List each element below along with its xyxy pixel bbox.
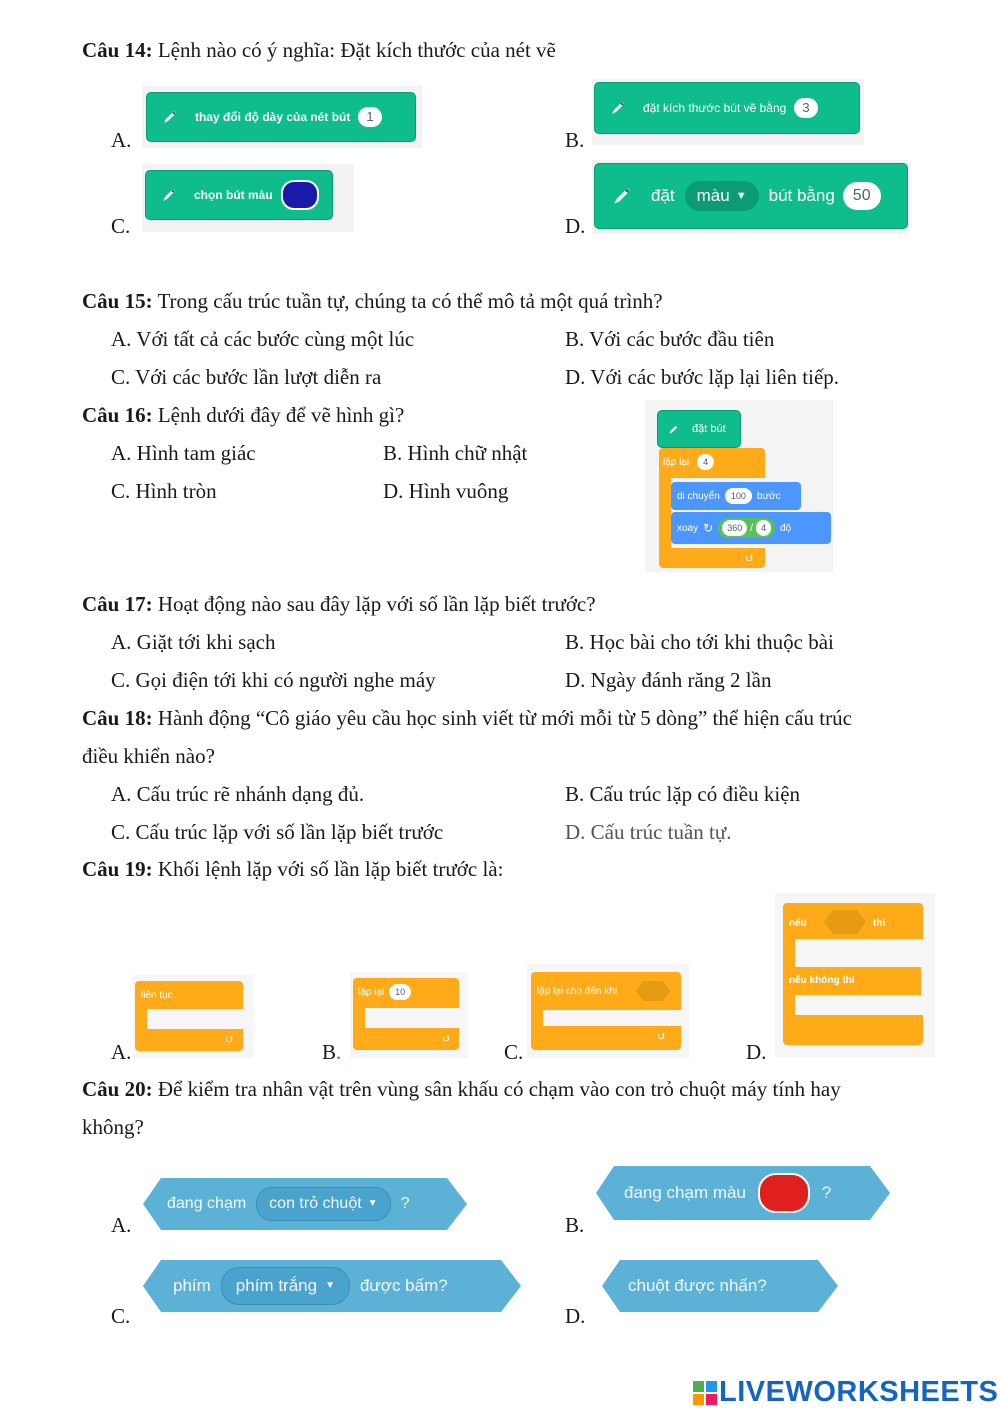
move-block: di chuyển 100 bước [671,482,801,510]
pen-set-param-block [594,163,908,229]
question-20-line2: không? [82,1115,144,1139]
question-text: Hoạt động nào sau đây lặp với số lần lặp biết trước? [152,592,596,616]
option-b-image [592,79,864,145]
option-c-label[interactable]: C. [111,214,131,238]
pen-size-change-block [146,92,416,142]
pen-icon [605,95,631,121]
square-script-image: đặt bút lặp lại 4 ↺ di chuyển 100 bước xoay ↻ 360 / 4 độ [645,400,833,572]
option-d[interactable]: D. Với các bước lặp lại liên tiếp. [565,365,840,389]
key-pressed-block: phím phím trắng ▼ được bấm? [141,1258,523,1314]
option-c[interactable]: C. Với các bước lần lượt diễn ra [111,365,382,389]
option-d[interactable]: D. Hình vuông [383,479,509,503]
option-a[interactable]: A. Hình tam giác [111,441,256,465]
pen-size-set-block [594,82,860,134]
key-dropdown: phím trắng ▼ [221,1267,350,1305]
turn-block: xoay ↻ 360 / 4 độ [671,512,831,544]
divide-operator: 360 / 4 [718,518,775,538]
question-text: Lệnh nào có ý nghĩa: Đặt kích thước của nét vẽ [152,38,556,62]
block-text: bút bằng [768,186,835,205]
question-text: Hành động “Cô giáo yêu cầu học sinh viết từ mới mỗi từ 5 dòng” thể hiện cấu trúc [152,706,852,730]
question-19 [82,850,503,888]
option-b[interactable]: B. Hình chữ nhật [383,441,528,465]
block-value: 3 [794,98,817,118]
option-b-label[interactable]: B. [565,1213,585,1237]
color-swatch [281,180,319,210]
question-number: Câu 19: [82,857,153,881]
block-value: 10 [389,984,411,1000]
pen-down-block: đặt bút [657,410,741,448]
option-c[interactable]: C. Gọi điện tới khi có người nghe máy [111,668,436,692]
option-d[interactable]: D. Ngày đánh răng 2 lần [565,668,772,692]
option-c-image [142,164,354,232]
param-dropdown: màu ▼ [685,181,759,211]
caret-down-icon: ▼ [735,190,747,202]
caret-down-icon: ▼ [367,1198,378,1209]
question-15 [82,282,663,320]
block-text: đặt kích thước bút vẽ bằng [643,101,787,115]
option-b-label[interactable]: B. [322,1040,342,1064]
target-dropdown: con trỏ chuột ▼ [256,1187,390,1221]
color-swatch [758,1173,810,1213]
question-16 [82,396,404,434]
rotate-right-icon: ↻ [703,521,714,535]
block-text: đang chạm [167,1195,247,1212]
pen-icon [605,179,639,213]
question-text: Khối lệnh lặp với số lần lặp biết trước là: [152,857,504,881]
question-number: Câu 17: [82,592,153,616]
option-d-label[interactable]: D. [746,1040,767,1064]
block-text: chuột được nhấn? [628,1276,767,1295]
option-b-label[interactable]: B. [565,128,585,152]
question-text: Để kiểm tra nhân vật trên vùng sân khấu có chạm vào con trỏ chuột máy tính hay [152,1077,841,1101]
block-value: 1 [358,107,381,127]
option-a-label[interactable]: A. [111,1040,132,1064]
liveworksheets-logo: LIVEWORKSHEETS [693,1376,998,1409]
option-a-label[interactable]: A. [111,1213,132,1237]
question-17 [82,585,596,623]
pen-icon [664,419,684,439]
touching-pointer-block: đang chạm con trỏ chuột ▼ ? [141,1176,469,1232]
question-20 [82,1070,841,1108]
block-text: lặp lại cho đến khi [537,986,618,997]
option-c-label[interactable]: C. [111,1304,131,1328]
repeat-10-block [350,972,468,1058]
condition-slot-icon [823,909,867,935]
block-text: đặt [651,186,675,205]
block-value: 50 [843,182,881,210]
question-text: Lệnh dưới đây để vẽ hình gì? [152,403,405,427]
forever-block [133,975,253,1058]
question-number: Câu 16: [82,403,153,427]
pen-icon [157,104,183,130]
option-b[interactable]: B. Cấu trúc lặp có điều kiện [565,782,801,806]
loop-arrow-icon: ↺ [442,1033,452,1045]
question-18-line2: điều khiển nào? [82,744,215,768]
if-else-block: nếu thì nếu không thì [775,893,935,1057]
option-c[interactable]: C. Cấu trúc lặp với số lần lặp biết trước [111,820,444,844]
caret-down-icon: ▼ [325,1280,335,1291]
option-a[interactable]: A. Với tất cả các bước cùng một lúc [111,327,415,351]
loop-arrow-icon: ↺ [745,553,755,565]
pen-color-block [145,170,333,220]
pen-icon [156,182,182,208]
option-c-label[interactable]: C. [504,1040,524,1064]
question-number: Câu 20: [82,1077,153,1101]
option-d-image [592,160,908,234]
question-18 [82,699,852,737]
option-d[interactable]: D. Cấu trúc tuần tự. [565,820,732,844]
block-text: lặp lại [358,986,385,998]
option-a[interactable]: A. Giặt tới khi sạch [111,630,276,654]
option-a-label[interactable]: A. [111,128,132,152]
touching-color-block: đang chạm màu ? [594,1164,892,1222]
option-d-label[interactable]: D. [565,1304,586,1328]
option-a-image [142,86,422,148]
option-b[interactable]: B. Học bài cho tới khi thuộc bài [565,630,834,654]
option-c[interactable]: C. Hình tròn [111,479,217,503]
question-number: Câu 15: [82,289,153,313]
question-text: Trong cấu trúc tuần tự, chúng ta có thể mô tả một quá trình? [152,289,663,313]
block-text: thay đổi độ dày của nét bút [195,110,351,124]
block-text: liên tục [141,990,173,1001]
question-number: Câu 14: [82,38,153,62]
block-text: đang chạm màu [624,1183,746,1202]
loop-arrow-icon: ↺ [225,1034,235,1046]
loop-arrow-icon: ↺ [657,1031,667,1043]
repeat-until-block [527,964,689,1058]
condition-slot-icon [635,980,671,1002]
block-text: chọn bút màu [194,188,273,202]
option-d-label[interactable]: D. [565,214,586,238]
question-14 [82,31,556,69]
logo-grid-icon [693,1381,717,1405]
option-b[interactable]: B. Với các bước đầu tiên [565,327,775,351]
mouse-down-block [600,1258,840,1314]
block-text: phím [173,1276,211,1295]
question-number: Câu 18: [82,706,153,730]
option-a[interactable]: A. Cấu trúc rẽ nhánh dạng đủ. [111,782,365,806]
